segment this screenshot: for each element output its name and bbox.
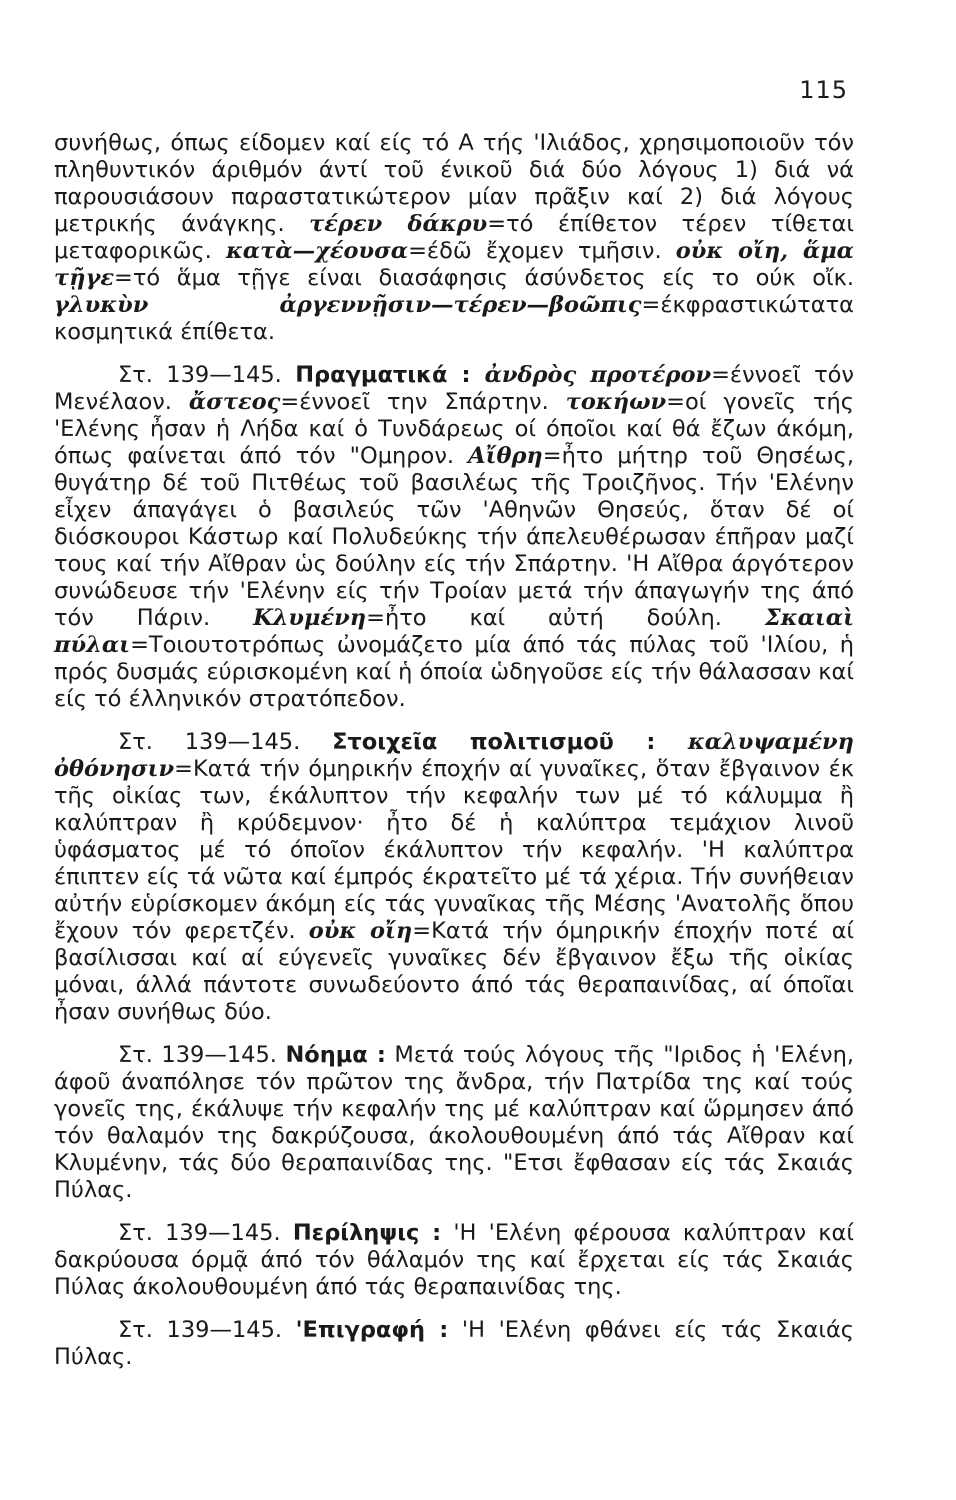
text-run: =έννοεῖ την Σπάρτην. [280,389,566,415]
paragraph-noima [54,1042,854,1204]
section-heading: Νόημα : [285,1042,386,1068]
keyword-term: οὐκ οἴη, ἅμα τῇγε [54,238,854,291]
verse-reference: Στ. 139—145. [118,1042,286,1068]
text-run: =έννοεῖ τόν Μενέλαον. [54,362,854,415]
keyword-term: καλυψαμένη ὀθόνησιν [54,729,855,782]
paragraph-word-notes [54,130,854,346]
keyword-term: Κλυμένη [253,605,367,631]
text-run: =τό ἅμα τῇγε είναι διασάφησις άσύνδετος είς το ούκ οἴκ. [114,265,854,291]
paragraph-stoicheia-politismou [54,729,854,1026]
text-run: =Κατά τήν όμηρικήν έποχήν ποτέ αί βασίλισσαι καί αί εύγενεῖς γυναῖκες δέν ἔβγαινον ἔξω τῆς οἰκίας μόναι, άλλά πάντοτε συνωδεύοντο άπό τάς θεραπαινίδας, αί όποῖαι ἦσαν συνήθως δύο. [54,918,855,1025]
keyword-term: Αἴθρη [468,443,543,469]
text-run: =ἦτο καί αὐτή δούλη. [366,605,765,631]
keyword-term: Σκαιαὶ πύλαι [54,605,854,658]
text-run: =ἦτο μήτηρ τοῦ Θησέως, θυγάτηρ δέ τοῦ Πιτθέως τοῦ βασιλέως τῆς Τροιζῆνος. Τήν 'Ελένην εἶχεν άπαγάγει ὁ βασιλεύς τῶν 'Αθηνῶν Θησεύς, ὅταν δέ οί διόσκουροι Κάστωρ καί Πολυδεύκης τήν άπελευθέρωσαν έπῆραν μαζί τους καί τήν Αἴθραν ὡς δούλην είς τήν Σπάρτην. 'Η Αἴθρα άργότερον συνώδευσε τήν 'Ελένην είς τήν Τροίαν μετά τήν άπαγωγήν της άπό τόν Πάριν. [54,443,854,631]
page-number: 115 [799,76,848,104]
section-heading: Πραγματικά : [295,362,471,388]
text-run: συνήθως, όπως είδομεν καί είς τό Α τής 'Ιλιάδος, χρησιμοποιοῦν τόν πληθυντικόν άριθμόν άντί τοῦ ένικοῦ διά δύο λόγους 1) διά νά παρουσιάσουν παραστατικώτερον μίαν πρᾶξιν καί 2) διά λόγους μετρικής άνάγκης. [54,130,854,237]
verse-reference: Στ. 139—145. [118,1220,293,1246]
keyword-term: οὐκ οἴη [308,918,413,944]
keyword-term: γλυκὺν ἀργεννῇσιν—τέρεν—βοῶπις [54,292,642,318]
text-run: =έκφραστικώτατα κοσμητικά έπίθετα. [54,292,854,345]
section-heading: Περίληψις : [292,1220,442,1246]
section-heading: Στοιχεῖα πολιτισμοῦ : [332,729,656,755]
section-heading: 'Επιγραφή : [295,1317,449,1343]
text-run: 'Η 'Ελένη φθάνει είς τάς Σκαιάς Πύλας. [54,1317,855,1370]
paragraph-pragmatika [54,362,854,713]
text-run: =οί γονεῖς τής 'Ελένης ἦσαν ἡ Λήδα καί ὁ Τυνδάρεως οί όποῖοι καί θά ἔζων άκόμη, όπως φαίνεται άπό τόν "Ομηρον. [54,389,854,469]
text-run: =έδῶ ἔχομεν τμῆσιν. [408,238,676,264]
paragraph-epigrafi [54,1317,854,1371]
text-run: 'Η 'Ελένη φέρουσα καλύπτραν καί δακρύουσα όρμᾷ άπό τόν θάλαμόν της καί ἔρχεται είς τάς Σκαιάς Πύλας άκολουθουμένη άπό τάς θεραπαινίδας της. [54,1220,854,1300]
keyword-term: ἄστεος [188,389,281,415]
text-run: =Κατά τήν όμηρικήν έποχήν αί γυναῖκες, ὅταν ἔβγαινον έκ τῆς οἰκίας των, έκάλυπτον τήν κεφαλήν των μέ τό κάλυμμα ἢ καλύπτραν ἢ κρύδεμνον· ἦτο δέ ἡ καλύπτρα τεμάχιον λινοῦ ὑφάσματος μέ τό όποῖον έκάλυπτον τήν κεφαλήν. 'Η καλύπτρα έπιπτεν είς τά νῶτα καί έμπρός έκρατεῖτο μέ τά χέρια. Τήν συνήθειαν αὐτήν εὑρίσκομεν άκόμη είς τάς γυναῖκας τῆς Μέσης 'Ανατολῆς ὅπου ἔχουν τόν φερετζέν. [54,756,854,944]
text-run: Μετά τούς λόγους τῆς "Ιριδος ἡ 'Ελένη, άφοῦ άναπόλησε τόν πρῶτον της ἄνδρα, τήν Πατρίδα της καί τούς γονεῖς της, έκάλυψε τήν κεφαλήν της μέ καλύπτραν καί ὥρμησεν άπό τόν θαλαμόν της δακρύζουσα, άκολουθουμένη άπό τάς Αἴθραν καί Κλυμένην, τάς δύο θεραπαινίδας της. "Ετσι ἔφθασαν είς τάς Σκαιάς Πύλας. [54,1042,854,1203]
keyword-term: ἀνδρὸς προτέρον [470,362,712,388]
text-run: =τό έπίθετον τέρεν τίθεται μεταφορικῶς. [54,211,854,264]
keyword-term: τέρεν δάκρυ [309,211,488,237]
keyword-term: τοκήων [565,389,667,415]
body-text [54,130,854,1371]
paragraph-perilipsis [54,1220,854,1301]
verse-reference: Στ. 139—145. [118,729,333,755]
verse-reference: Στ. 139—145. [118,362,296,388]
verse-reference: Στ. 139—145. [118,1317,296,1343]
text-run: =Τοιουτοτρόπως ὠνομάζετο μία άπό τάς πύλας τοῦ 'Ιλίου, ἡ πρός δυσμάς εύρισκομένη καί ἡ όποία ὡδηγοῦσε είς τήν θάλασσαν καί είς τό έλληνικόν στρατόπεδον. [54,632,854,712]
keyword-term: κατὰ—χέουσα [225,238,409,264]
